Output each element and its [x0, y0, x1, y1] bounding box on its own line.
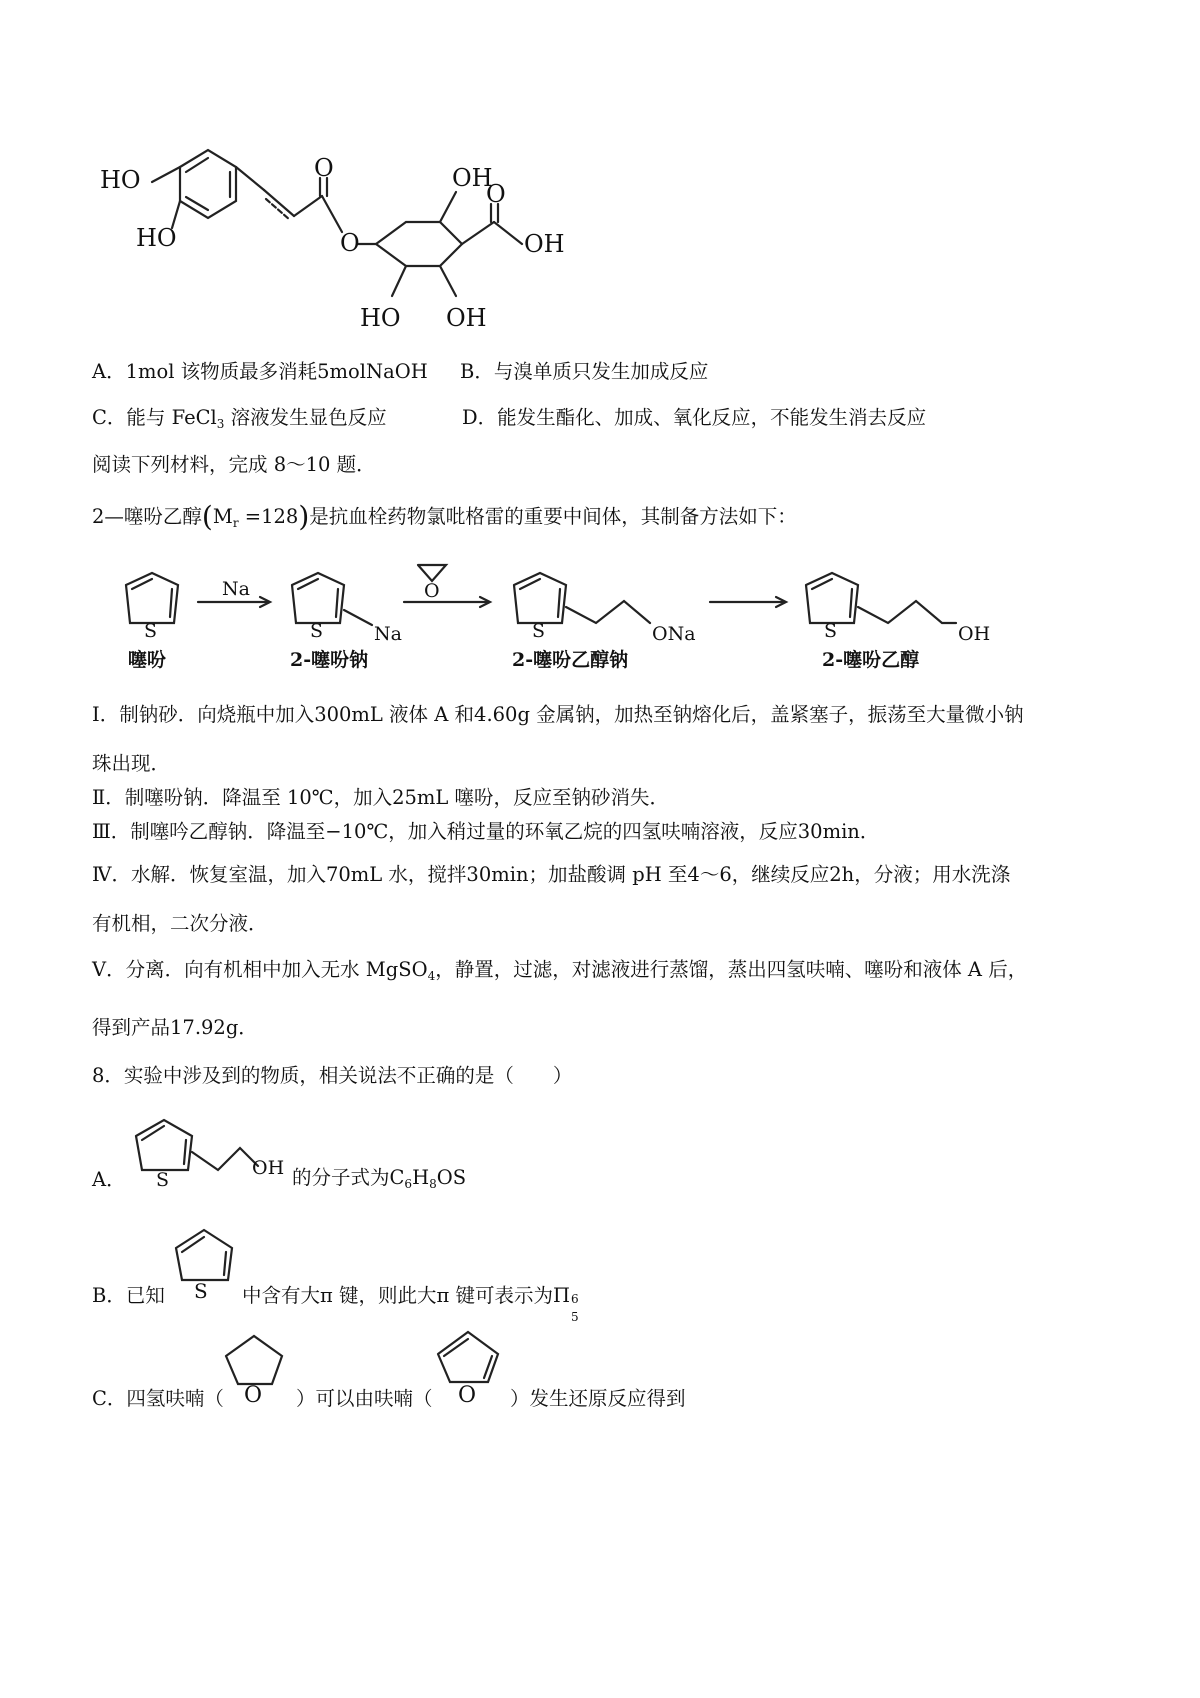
option-c-text: 溶液发生显色反应 [224, 406, 387, 429]
material-text: 是抗血栓药物氯吡格雷的重要中间体，其制备方法如下： [309, 505, 797, 528]
q8-option-b-text [242, 1284, 582, 1324]
reading-intro: 阅读下列材料，完成 8～10 题． [92, 453, 376, 476]
step-1-cont: 珠出现． [92, 752, 171, 775]
q8-option-a-text [292, 1166, 466, 1191]
element-os: OS [436, 1166, 467, 1189]
subscript: 5 [571, 1310, 579, 1324]
option-c [92, 406, 387, 431]
superscript: 6 [571, 1292, 579, 1306]
ho-label: HO [136, 224, 177, 252]
sulfur-label: S [144, 620, 158, 642]
step-5 [92, 958, 1027, 983]
q8-option-a-label: A． [92, 1168, 126, 1191]
epoxide-o: O [424, 580, 440, 602]
sulfur-label: S [156, 1169, 170, 1188]
step-4-cont: 有机相，二次分液． [92, 912, 268, 935]
subscript: 6 [404, 1177, 413, 1191]
oh-label: OH [252, 1157, 285, 1179]
o-label: O [486, 180, 506, 208]
subscript: 4 [427, 969, 436, 983]
oh-label: OH [958, 623, 991, 645]
q8-option-c-mid: ）可以由呋喃（ [296, 1387, 433, 1410]
step-3: Ⅲ．制噻吟乙醇钠．降温至−10℃，加入稍过量的环氧乙烷的四氢呋喃溶液，反应30min． [92, 820, 880, 843]
compound-name: 2—噻吩乙醇 [92, 505, 202, 528]
step-2: Ⅱ．制噻吩钠．降温至 10℃，加入25mL 噻吩，反应至钠砂消失． [92, 786, 670, 809]
mr-value: =128 [238, 505, 299, 528]
chlorogenic-acid-structure [90, 140, 580, 340]
step-5-cont: 得到产品17.92g． [92, 1016, 258, 1039]
step-1: Ⅰ．制钠砂．向烧瓶中加入300mL 液体 A 和4.60g 金属钠，加热至钠熔化后，盖紧塞子，振荡至大量微小钠 [92, 703, 1024, 726]
sulfur-label: S [532, 620, 546, 642]
step-4: Ⅳ．水解．恢复室温，加入70mL 水，搅拌30min；加盐酸调 pH 至4～6，继续反应2h，分液；用水洗涤 [92, 863, 1011, 886]
step-5-text: ，静置，过滤，对滤液进行蒸馏，蒸出四氢呋喃、噻吩和液体 A 后， [435, 958, 1028, 981]
furan-structure [428, 1320, 510, 1408]
option-d: D．能发生酯化、加成、氧化反应，不能发生消去反应 [462, 406, 927, 429]
na-label: Na [374, 623, 402, 645]
thf-structure [216, 1322, 296, 1408]
oh-label: OH [452, 164, 493, 192]
o-label: O [340, 229, 360, 257]
name-thiophene-sodium: 2-噻吩钠 [290, 649, 369, 671]
ho-label: HO [100, 166, 141, 194]
step-5-text: Ⅴ．分离．向有机相中加入无水 MgSO [92, 958, 428, 981]
q8-option-c-end: ）发生还原反应得到 [510, 1387, 686, 1410]
option-a-text: 的分子式为C [292, 1166, 405, 1189]
q8-option-b-label: B．已知 [92, 1284, 165, 1307]
reagent-na: Na [222, 578, 250, 600]
ho-label: HO [360, 304, 401, 332]
name-thiophene-ethoxide: 2-噻吩乙醇钠 [512, 649, 629, 671]
question-8-stem: 8．实验中涉及到的物质，相关说法不正确的是（ ） [92, 1064, 573, 1087]
subscript: 3 [216, 417, 225, 431]
ona-label: ONa [652, 623, 696, 645]
name-thiophene: 噻吩 [128, 649, 167, 671]
option-a: A．1mol 该物质最多消耗5molNaOH [92, 360, 428, 383]
q8-option-c-label: C．四氢呋喃（ [92, 1387, 224, 1410]
subscript: 8 [429, 1177, 437, 1191]
sulfur-label: S [824, 620, 838, 642]
option-b-text: 中含有大π 键，则此大π 键可表示为Π [242, 1284, 571, 1307]
mr-symbol: M [212, 505, 233, 528]
sulfur-label: S [310, 620, 324, 642]
option-c-text: C．能与 FeCl [92, 406, 217, 429]
reaction-scheme [110, 555, 1030, 675]
material-intro: 2—噻吩乙醇$(M_r =128)$是抗血栓药物氯吡格雷的重要中间体，其制备方法如下： [92, 500, 797, 533]
thiophene-structure [168, 1220, 248, 1302]
option-b: B．与溴单质只发生加成反应 [460, 360, 709, 383]
oh-label: OH [524, 230, 565, 258]
element-h: H [412, 1166, 430, 1189]
subscript: r [232, 516, 239, 530]
name-thiophene-ethanol: 2-噻吩乙醇 [822, 649, 920, 671]
sulfur-label: S [194, 1279, 208, 1302]
oxygen-label: O [458, 1383, 477, 1408]
oxygen-label: O [244, 1383, 263, 1408]
oh-label: OH [446, 304, 487, 332]
o-label: O [314, 154, 334, 182]
thiophene-ethanol-structure [128, 1108, 293, 1188]
